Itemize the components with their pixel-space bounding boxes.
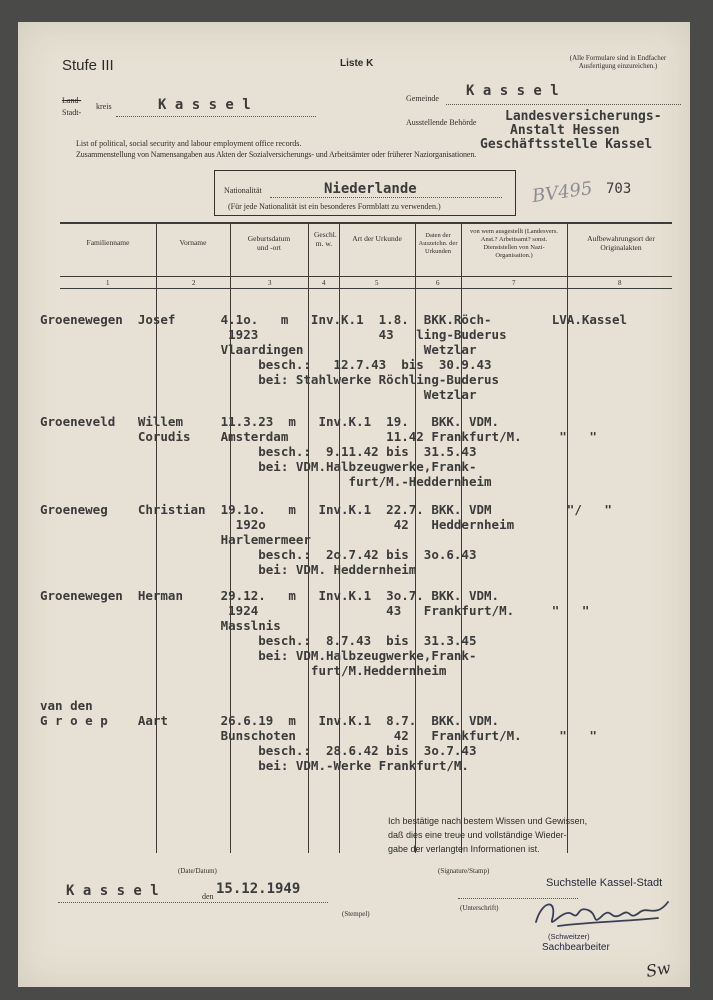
german-title: Zusammenstellung von Namensangaben aus Akten der Sozialversicherungs- und Arbeitsämter oder früherer Naziorganisationen. [76,150,477,159]
footer-city: K a s s e l [66,883,159,899]
table-row-line: besch.: 2o.7.42 bis 3o.6.43 [40,547,477,562]
table-row-line: Vlaardingen Wetzlar [40,342,477,357]
table-row-line: bei: VDM. Heddernheim [40,562,417,577]
col-header-vorname: Vorname [179,238,207,247]
stamp-office: Suchstelle Kassel-Stadt [546,877,663,889]
col-header-daten: Daten der Auszeichn. der Urkunden [418,232,458,255]
table-row-line: Groenewegen Herman 29.12. m Inv.K.1 3o.7. BKK. VDM. [40,588,500,603]
kreis-label: kreis [96,102,112,111]
footer-den: den [202,892,214,901]
date-label: (Date/Datum) [178,867,217,875]
gemeinde-value: K a s s e l [466,83,559,99]
document-page [18,22,690,987]
confirmation-text [388,814,587,856]
table-row [40,588,589,678]
handwritten-ref: BV495 [530,177,594,208]
table-row [40,414,597,489]
table-row-line: Groenewegen Josef 4.1o. m Inv.K.1 1.8. BKK.Röch- LVA.Kassel [40,312,627,327]
table-row-line: bei: VDM.Halbzeugwerke,Frank- [40,459,477,474]
stamp-name: (Schweitzer) [548,932,590,941]
footer-date: 15.12.1949 [216,881,301,897]
table-row-line: Masslnis [40,618,281,633]
table-row-line: G r o e p Aart 26.6.19 m Inv.K.1 8.7. BKK. VDM. [40,713,500,728]
english-title: List of political, social security and labour employment office records. [76,139,302,148]
nationalitaet-value: Niederlande [324,181,417,197]
table-row-line: besch.: 8.7.43 bis 31.3.45 [40,633,477,648]
behoerde-line-1: Landesversicherungs- [505,109,662,124]
col-num-2: 2 [192,279,196,287]
table-row-line: besch.: 9.11.42 bis 31.5.43 [40,444,477,459]
col-header-familienname: Familienname [86,238,130,247]
table-row-line: bei: VDM.Halbzeugwerke,Frank- [40,648,477,663]
signature-label: (Signature/Stamp) [438,867,490,875]
col-header-aussteller: von wem ausgestellt (Landesvers. Anst.? Arbeitsamt? sonst. Dienststellen von Nazi-Organisation.) [469,228,559,259]
col-num-7: 7 [512,279,516,287]
stempel-label: (Stempel) [342,910,370,918]
behoerde-label: Ausstellende Behörde [406,118,477,127]
table-row-line: 1924 43 Frankfurt/M. " " [40,603,590,618]
nationalitaet-label: Nationalität [224,186,262,195]
table-row-line: 192o 42 Heddernheim [40,517,515,532]
col-header-geburtsdatum: Geburtsdatum und -ort [247,234,291,252]
table-row-line: Corudis Amsterdam 11.42 Frankfurt/M. " " [40,429,597,444]
table-row-line: 1923 43 ling-Buderus [40,327,507,342]
col-header-geschlecht: Geschl. m. w. [314,230,337,248]
handwritten-initials: Sw [644,958,673,981]
col-num-5: 5 [375,279,379,287]
table-row-line: furt/M.-Heddernheim [40,474,492,489]
unterschrift-label: (Unterschrift) [460,904,499,912]
table-row-line: van den [40,698,93,713]
col-num-4: 4 [322,279,326,287]
table-row-line: bei: VDM.-Werke Frankfurt/M. [40,758,469,773]
confirmation-line-2: daß dies eine treue und vollständige Wieder- [388,830,567,840]
col-header-aufbewahrungsort: Aufbewahrungsort der Originalakten [587,234,655,252]
sheet-number: 703 [606,181,632,197]
table-row [40,698,597,773]
table-row-line: Wetzlar [40,387,477,402]
form-note: (Alle Formulare sind in Endfacher Ausfertigung einzureichen.) [569,54,667,70]
table-row-line: Groeneweg Christian 19.1o. m Inv.K.1 22.7. BKK. VDM "/ " [40,502,612,517]
gemeinde-label: Gemeinde [406,94,439,103]
behoerde-line-2: Anstalt Hessen [510,123,620,138]
behoerde-line-3: Geschäftsstelle Kassel [480,137,653,152]
stufe-label: Stufe III [62,57,114,74]
land-label: Land- [62,96,82,105]
col-header-art: Art der Urkunde [352,234,402,243]
table-row-line: bei: Stahlwerke Röchling-Buderus [40,372,500,387]
kreis-value: K a s s e l [158,97,251,113]
col-num-6: 6 [436,279,440,287]
col-num-3: 3 [268,279,272,287]
table-row [40,502,612,577]
stadt-label: Stadt- [62,108,82,117]
table-row-line: Bunschoten 42 Frankfurt/M. " " [40,728,597,743]
confirmation-line-3: gabe der verlangten Informationen ist. [388,844,540,854]
liste-label: Liste K [340,58,374,69]
col-num-8: 8 [618,279,622,287]
col-num-1: 1 [106,279,110,287]
stamp-title: Sachbearbeiter [542,942,610,953]
confirmation-line-1: Ich bestätige nach bestem Wissen und Gewissen, [388,816,588,826]
table-row-line: Harlemermeer [40,532,311,547]
table-row [40,312,627,402]
nationalitaet-note: (Für jede Nationalität ist ein besonderes Formblatt zu verwenden.) [228,202,441,211]
table-row-line: furt/M.Heddernheim [40,663,447,678]
table-row-line: besch.: 12.7.43 bis 30.9.43 [40,357,492,372]
table-row-line: Groeneveld Willem 11.3.23 m Inv.K.1 19. BKK. VDM. [40,414,500,429]
table-row-line: besch.: 28.6.42 bis 3o.7.43 [40,743,477,758]
